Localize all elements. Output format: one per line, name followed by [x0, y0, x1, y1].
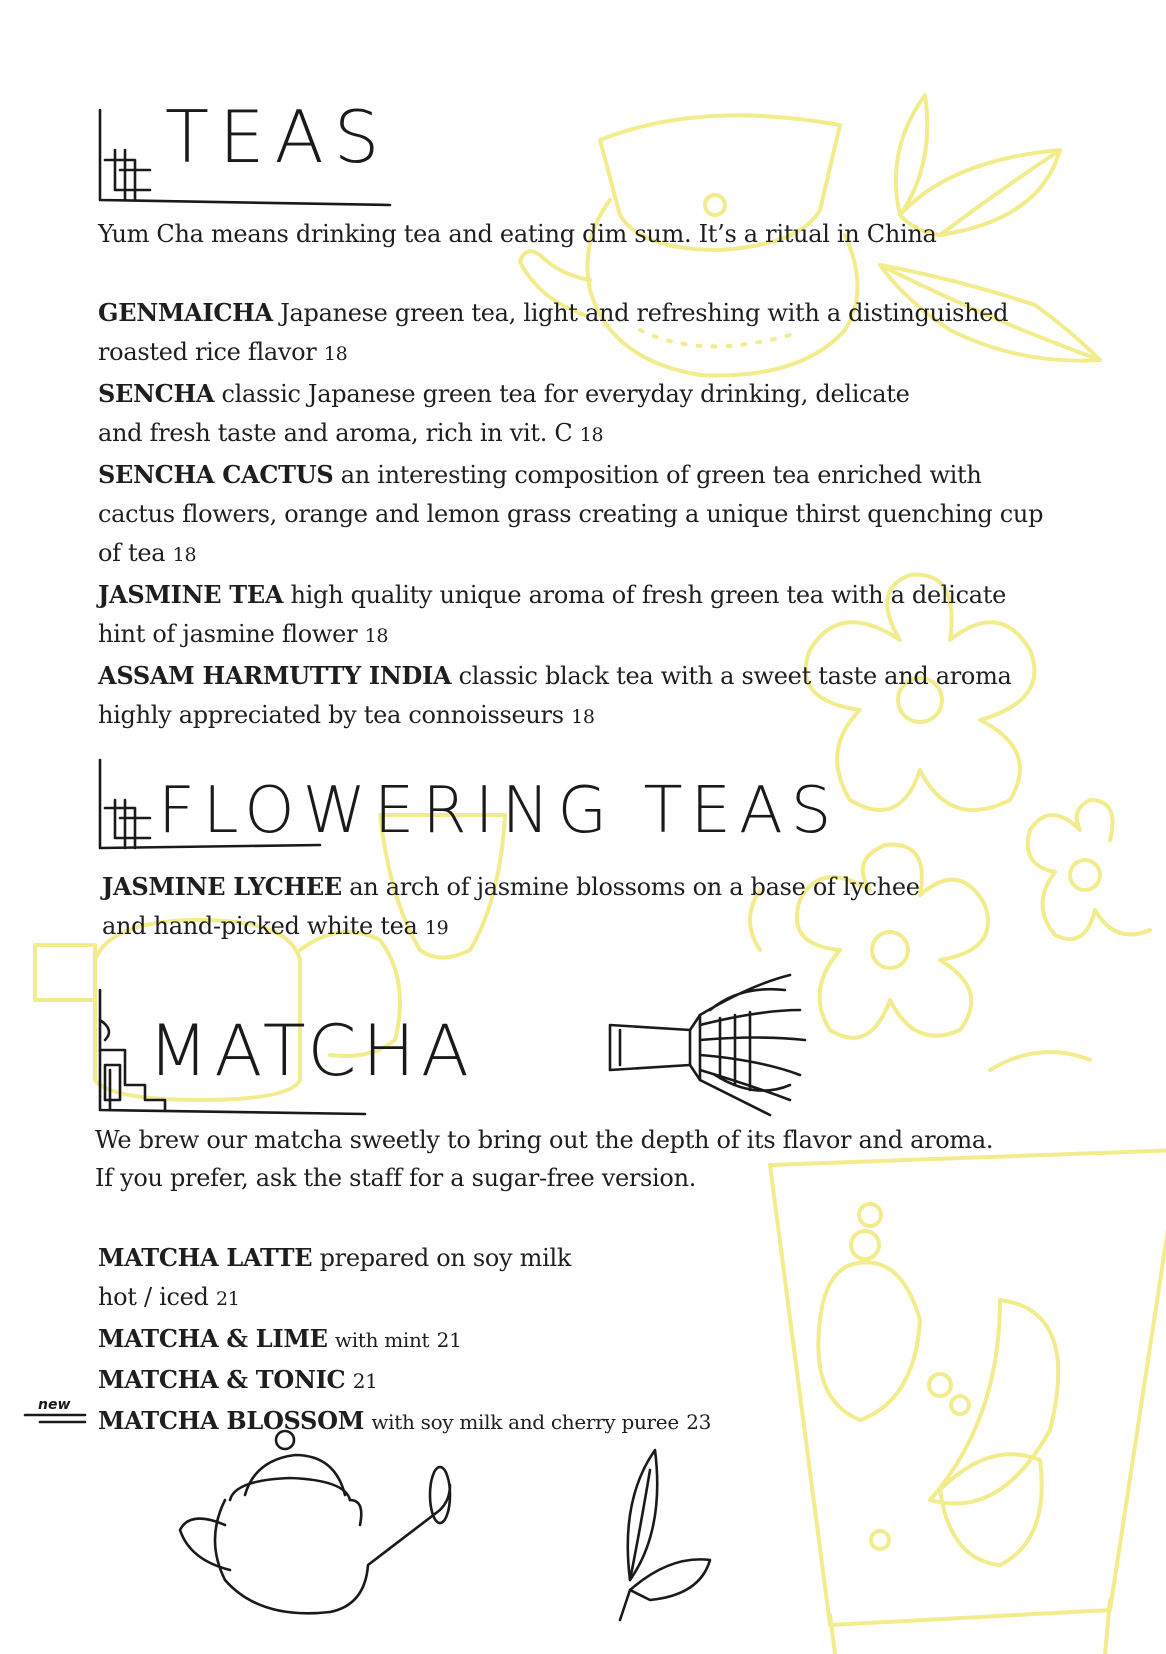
item-price: 21 [215, 1288, 240, 1310]
teas-list [98, 293, 1058, 737]
item-variant: hot / iced [98, 1283, 209, 1311]
matcha-list [98, 1238, 798, 1442]
item-price: 18 [579, 424, 604, 446]
item-description: classic black tea with a sweet taste and aroma highly appreciated by tea connoisseurs [98, 662, 1012, 729]
item-description: with mint [334, 1328, 430, 1352]
item-price: 18 [571, 706, 595, 728]
matcha-title: MATCHA [148, 1010, 475, 1092]
item-description: an interesting composition of green tea enriched with cactus flowers, orange and lemon grass creating a unique thirst quenching cup of tea [98, 461, 1044, 567]
item-price: 18 [364, 625, 389, 647]
teas-intro: Yum Cha means drinking tea and eating dim sum. It’s a ritual in China [98, 220, 937, 248]
item-name: MATCHA BLOSSOM [98, 1406, 364, 1435]
matcha-intro [95, 1121, 993, 1197]
new-badge: new [38, 1397, 71, 1413]
item-name: GENMAICHA [98, 298, 273, 327]
item-name: SENCHA CACTUS [98, 460, 334, 489]
item-price: 21 [352, 1369, 378, 1393]
teas-title: TEAS [165, 95, 390, 179]
flowering-list [102, 867, 962, 948]
item-name: JASMINE LYCHEE [102, 872, 342, 901]
item-price: 23 [686, 1410, 712, 1434]
list-item [98, 575, 1058, 656]
item-price: 18 [323, 343, 348, 365]
flowering-teas-title: FLOWERING TEAS [158, 774, 840, 848]
list-item [98, 656, 1058, 737]
list-item [98, 455, 1058, 575]
list-item [98, 293, 1058, 374]
item-description: Japanese green tea, light and refreshing with a distinguished roasted rice flavor [98, 299, 1009, 366]
list-item [98, 1401, 798, 1442]
item-name: SENCHA [98, 379, 215, 408]
item-description: high quality unique aroma of fresh green tea with a delicate hint of jasmine flower [98, 581, 1007, 648]
list-item [98, 1278, 798, 1319]
item-price: 19 [424, 917, 449, 939]
matcha-intro-line-1: We brew our matcha sweetly to bring out the depth of its flavor and aroma. [95, 1126, 994, 1154]
item-description: classic Japanese green tea for everyday drinking, delicate and fresh taste and aroma, rich in vit. C [98, 380, 910, 447]
list-item [98, 1360, 798, 1401]
list-item [98, 1319, 798, 1360]
item-name: MATCHA LATTE [98, 1243, 313, 1272]
item-price: 21 [436, 1328, 462, 1352]
list-item [98, 374, 928, 455]
item-name: MATCHA & TONIC [98, 1365, 346, 1394]
list-item [98, 1238, 798, 1278]
item-description: prepared on soy milk [319, 1244, 572, 1272]
list-item [102, 867, 962, 948]
matcha-intro-line-2: If you prefer, ask the staff for a sugar-free version. [95, 1164, 697, 1192]
item-description: an arch of jasmine blossoms on a base of lychee and hand-picked white tea [102, 873, 920, 940]
item-description: with soy milk and cherry puree [371, 1410, 679, 1434]
item-name: ASSAM HARMUTTY INDIA [98, 661, 452, 690]
item-price: 18 [172, 544, 197, 566]
item-name: MATCHA & LIME [98, 1324, 328, 1353]
item-name: JASMINE TEA [98, 580, 284, 609]
